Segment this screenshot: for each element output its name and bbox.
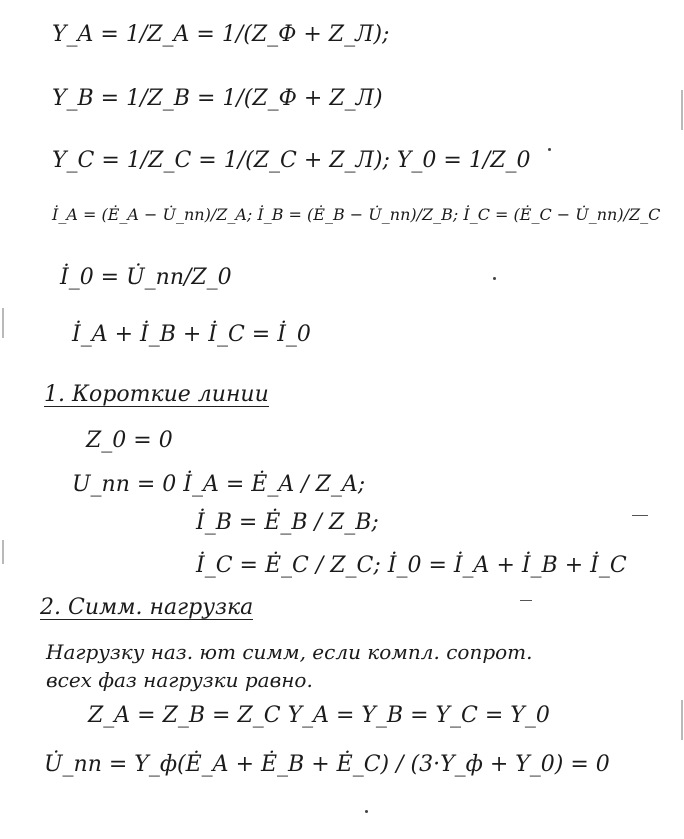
equation-admittance-c-and-zero: Y_C = 1/Z_C = 1/(Z_C + Z_Л); Y_0 = 1/Z_0: [52, 148, 531, 173]
equation-neutral-voltage: U̇_nn = Y_ф(Ė_A + Ė_B + Ė_C) / (3·Y_ф + Y_0) = 0: [44, 752, 610, 777]
stray-stroke: [520, 600, 532, 601]
equation-admittance-b: Y_B = 1/Z_B = 1/(Z_Ф + Z_Л): [52, 86, 383, 111]
stray-dot: [365, 810, 368, 813]
equation-admittance-a: Y_A = 1/Z_A = 1/(Z_Ф + Z_Л);: [52, 22, 390, 47]
heading-symmetric-load-text: 2. Симм. нагрузка: [40, 595, 254, 620]
left-margin-mark: [2, 540, 4, 564]
equation-current-sum: İ_A + İ_B + İ_C = İ_0: [72, 322, 311, 347]
equation-ic-and-i0: İ_C = Ė_C / Z_C; İ_0 = İ_A + İ_B + İ_C: [196, 553, 627, 578]
stray-stroke: [632, 515, 648, 516]
heading-short-lines: [44, 382, 269, 407]
right-margin-mark: [681, 90, 683, 130]
equation-phase-currents: İ_A = (Ė_A − U̇_nn)/Z_A; İ_B = (Ė_B − U̇_nn)/Z_B; İ_C = (Ė_C − U̇_nn)/Z_C: [52, 205, 661, 224]
equation-ib: İ_B = Ė_B / Z_B;: [196, 510, 379, 535]
equation-neutral-current: İ_0 = U̇_nn/Z_0: [60, 265, 232, 290]
equation-z0-zero: Z_0 = 0: [86, 428, 173, 453]
equation-equal-impedances: Z_A = Z_B = Z_C Y_A = Y_B = Y_C = Y_0: [88, 703, 550, 728]
stray-dot: [493, 277, 496, 280]
definition-line-2: всех фаз нагрузки равно.: [46, 668, 313, 692]
left-margin-mark: [2, 308, 4, 338]
right-margin-mark: [681, 700, 683, 740]
stray-dot: [548, 148, 551, 151]
equation-unn-zero-ia: U_nn = 0 İ_A = Ė_A / Z_A;: [72, 472, 366, 497]
definition-line-1: Нагрузку наз. ют симм, если компл. сопрот.: [46, 640, 533, 664]
heading-short-lines-text: 1. Короткие линии: [44, 382, 269, 407]
heading-symmetric-load: [40, 595, 253, 620]
